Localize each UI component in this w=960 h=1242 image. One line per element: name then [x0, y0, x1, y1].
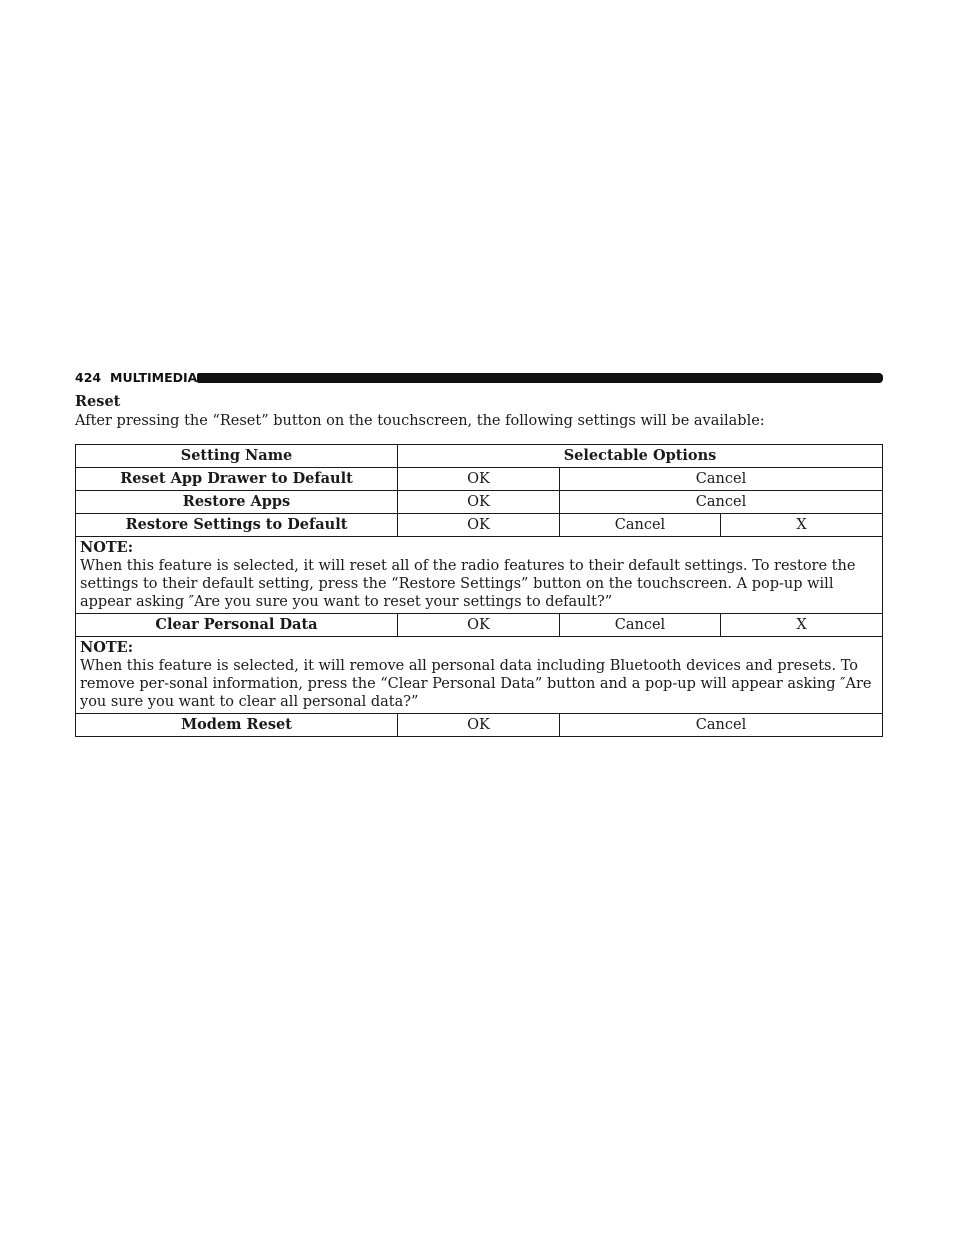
note-text: When this feature is selected, it will reset all of the radio features to their default settings. To restore the settings to their default setting, press the “Restore Settings” button on the touchscreen. A pop-up will appear asking ″Are you sure you want to reset your settings to default?”: [80, 558, 856, 610]
note-cell: [76, 537, 883, 614]
header-rule: [197, 373, 883, 383]
intro-paragraph: After pressing the “Reset” button on the touchscreen, the following settings will be available:: [75, 413, 765, 429]
table-row: [76, 491, 883, 514]
settings-table: [75, 444, 883, 737]
note-label: NOTE:: [80, 639, 134, 656]
option-cell: OK: [398, 468, 560, 491]
table-row: [76, 714, 883, 737]
page-number: 424: [75, 370, 102, 385]
table-header-row: [76, 445, 883, 468]
setting-name-cell: Reset App Drawer to Default: [76, 468, 398, 491]
table-row: [76, 614, 883, 637]
page-header: [75, 370, 883, 386]
option-cell: OK: [398, 614, 560, 637]
note-cell: [76, 637, 883, 714]
setting-name-cell: Modem Reset: [76, 714, 398, 737]
option-cell: OK: [398, 714, 560, 737]
section-title: Reset: [75, 393, 121, 410]
option-cell: X: [721, 614, 883, 637]
option-cell: Cancel: [560, 468, 883, 491]
option-cell: Cancel: [560, 491, 883, 514]
option-cell: Cancel: [560, 614, 721, 637]
note-text: When this feature is selected, it will remove all personal data including Bluetooth devices and presets. To remove per-sonal information, press the “Clear Personal Data” button and a pop-up will appear asking ″Are you sure you want to clear all personal data?”: [80, 658, 872, 710]
running-section-title: MULTIMEDIA: [110, 370, 198, 385]
option-cell: X: [721, 514, 883, 537]
setting-name-cell: Restore Apps: [76, 491, 398, 514]
setting-name-cell: Clear Personal Data: [76, 614, 398, 637]
table-row: [76, 468, 883, 491]
setting-name-cell: Restore Settings to Default: [76, 514, 398, 537]
option-cell: OK: [398, 491, 560, 514]
note-label: NOTE:: [80, 539, 134, 556]
option-cell: OK: [398, 514, 560, 537]
table-row: [76, 514, 883, 537]
note-row: [76, 537, 883, 614]
column-header-selectable-options: Selectable Options: [398, 445, 883, 468]
note-row: [76, 637, 883, 714]
column-header-setting-name: Setting Name: [76, 445, 398, 468]
option-cell: Cancel: [560, 714, 883, 737]
option-cell: Cancel: [560, 514, 721, 537]
